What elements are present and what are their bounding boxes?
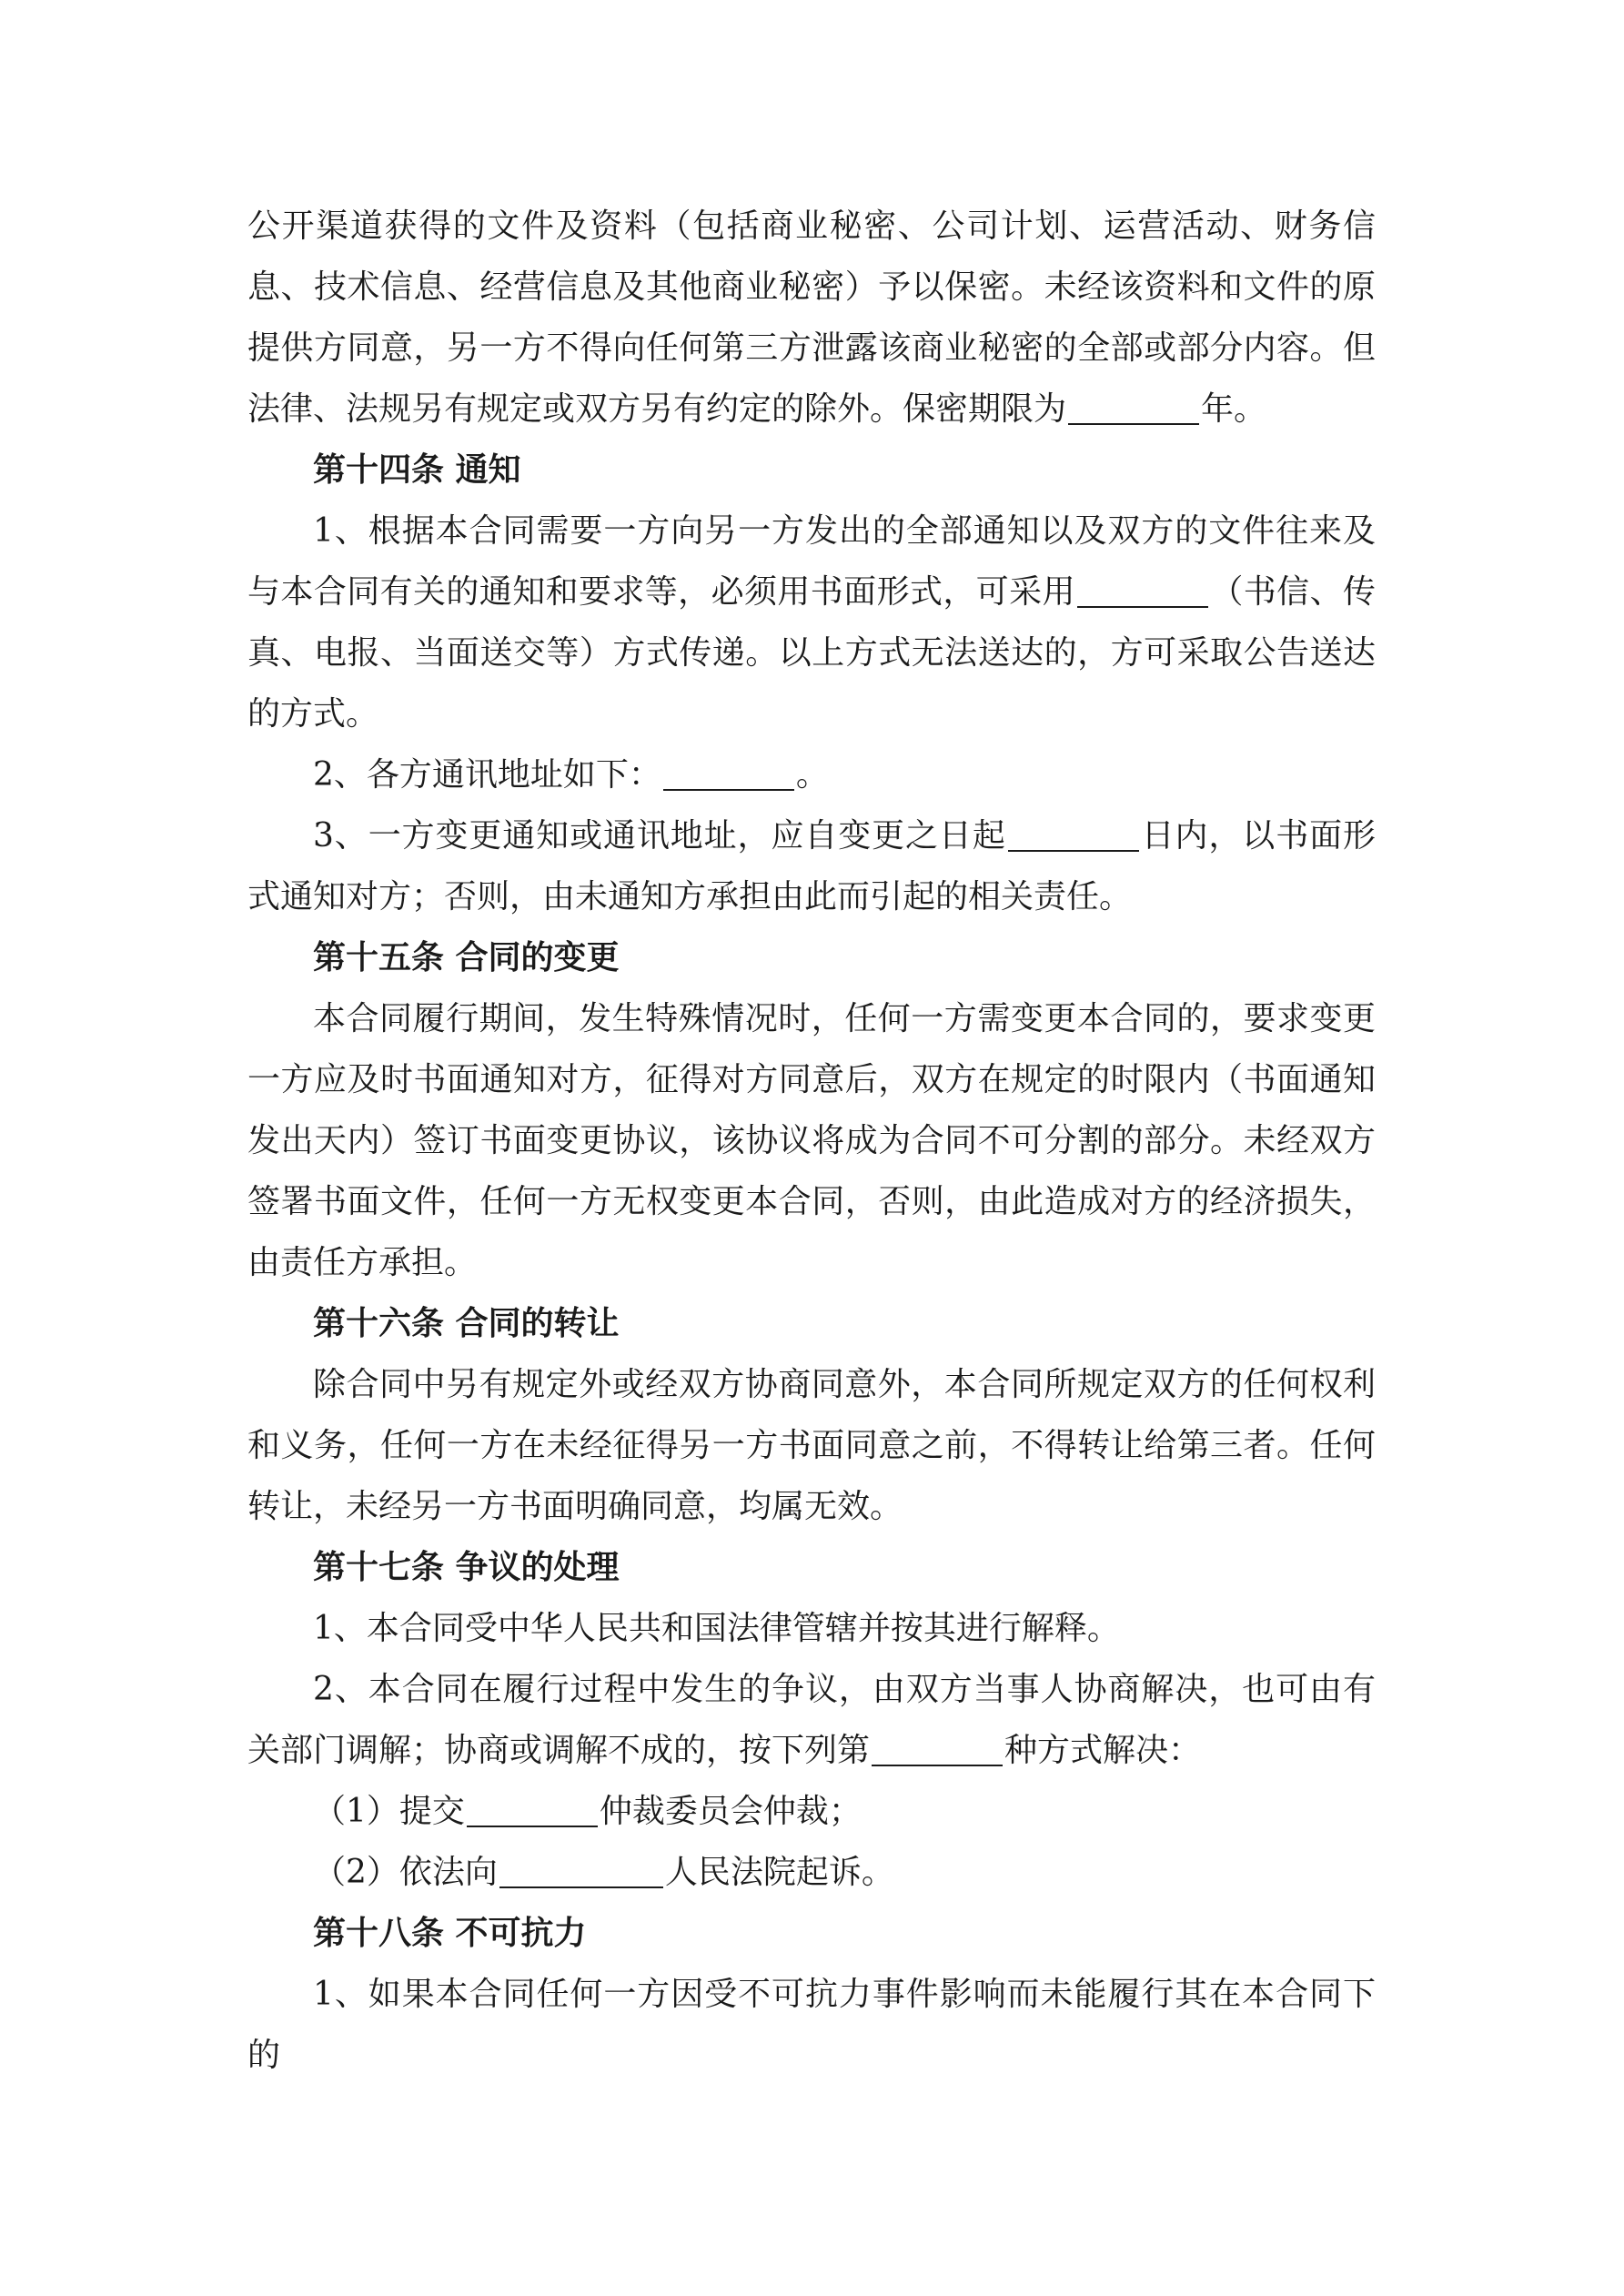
dispute-method-blank bbox=[872, 1732, 1003, 1766]
article-17-option-2-text-end: 人民法院起诉。 bbox=[664, 1854, 894, 1891]
article-14-clause-1-text-end: （书信、传真、电报、当面送交等）方式传递。以上方式无法送达的，方可采取公告送达的方式。 bbox=[247, 573, 1376, 733]
article-17-option-1 bbox=[247, 1781, 1376, 1842]
confidentiality-period-blank bbox=[1068, 390, 1199, 425]
article-17-option-2-text: （2）依法向 bbox=[313, 1854, 498, 1891]
article-17-clause-2-text-end: 种方式解决： bbox=[1004, 1732, 1202, 1769]
article-14-clause-3-text-end: 日内，以书面形式通知对方；否则，由未通知方承担由此而引起的相关责任。 bbox=[247, 817, 1376, 915]
article-14-clause-3-text: 3、一方变更通知或通讯地址，应自变更之日起 bbox=[313, 817, 1006, 855]
article-16-clause-1: 除合同中另有规定外或经双方协商同意外，本合同所规定双方的任何权利和义务，任何一方在未经征得另一方书面同意之前，不得转让给第三者。任何转让，未经另一方书面明确同意，均属无效。 bbox=[247, 1366, 1376, 1525]
contract-body bbox=[247, 196, 1376, 2086]
article-17-clause-2 bbox=[247, 1659, 1376, 1781]
article-17-clause-1: 1、本合同受中华人民共和国法律管辖并按其进行解释。 bbox=[313, 1610, 1120, 1647]
article-16-title: 第十六条 合同的转让 bbox=[313, 1305, 620, 1342]
confidentiality-text-end: 年。 bbox=[1201, 390, 1267, 428]
article-17-option-1-text: （1）提交 bbox=[313, 1793, 465, 1830]
article-14-clause-2-text: 2、各方通讯地址如下： bbox=[313, 756, 661, 794]
article-17-clause-2-text: 2、本合同在履行过程中发生的争议，由双方当事人协商解决，也可由有关部门调解；协商或调解不成的，按下列第 bbox=[247, 1671, 1376, 1769]
article-17-option-2 bbox=[247, 1842, 1376, 1903]
court-blank bbox=[499, 1854, 663, 1888]
article-17-title: 第十七条 争议的处理 bbox=[313, 1549, 620, 1586]
article-14-clause-1 bbox=[247, 501, 1376, 744]
article-18-clause-1: 1、如果本合同任何一方因受不可抗力事件影响而未能履行其在本合同下的 bbox=[247, 1976, 1376, 2074]
article-14-clause-2-text-end: 。 bbox=[795, 756, 829, 794]
article-14-clause-2 bbox=[247, 744, 1376, 805]
article-17-option-1-text-end: 仲裁委员会仲裁； bbox=[599, 1793, 862, 1830]
notice-method-blank bbox=[1077, 573, 1208, 608]
article-14-clause-1-text: 1、根据本合同需要一方向另一方发出的全部通知以及双方的文件往来及与本合同有关的通知和要求等，必须用书面形式，可采用 bbox=[247, 512, 1376, 611]
confidentiality-paragraph bbox=[247, 196, 1376, 440]
arbitration-commission-blank bbox=[467, 1793, 598, 1827]
notice-days-blank bbox=[1008, 817, 1139, 852]
article-18-title: 第十八条 不可抗力 bbox=[313, 1915, 587, 1952]
article-14-title: 第十四条 通知 bbox=[313, 451, 521, 489]
address-blank bbox=[663, 756, 794, 791]
article-14-clause-3 bbox=[247, 805, 1376, 927]
article-15-title: 第十五条 合同的变更 bbox=[313, 939, 620, 976]
article-15-clause-1: 本合同履行期间，发生特殊情况时，任何一方需变更本合同的，要求变更一方应及时书面通知对方，征得对方同意后，双方在规定的时限内（书面通知发出天内）签订书面变更协议，该协议将成为合同不可分割的部分。未经双方签署书面文件，任何一方无权变更本合同，否则，由此造成对方的经济损失，由责任方承担。 bbox=[247, 1000, 1376, 1281]
confidentiality-text: 公开渠道获得的文件及资料（包括商业秘密、公司计划、运营活动、财务信息、技术信息、经营信息及其他商业秘密）予以保密。未经该资料和文件的原提供方同意，另一方不得向任何第三方泄露该商业秘密的全部或部分内容。但法律、法规另有规定或双方另有约定的除外。保密期限为 bbox=[247, 207, 1376, 428]
